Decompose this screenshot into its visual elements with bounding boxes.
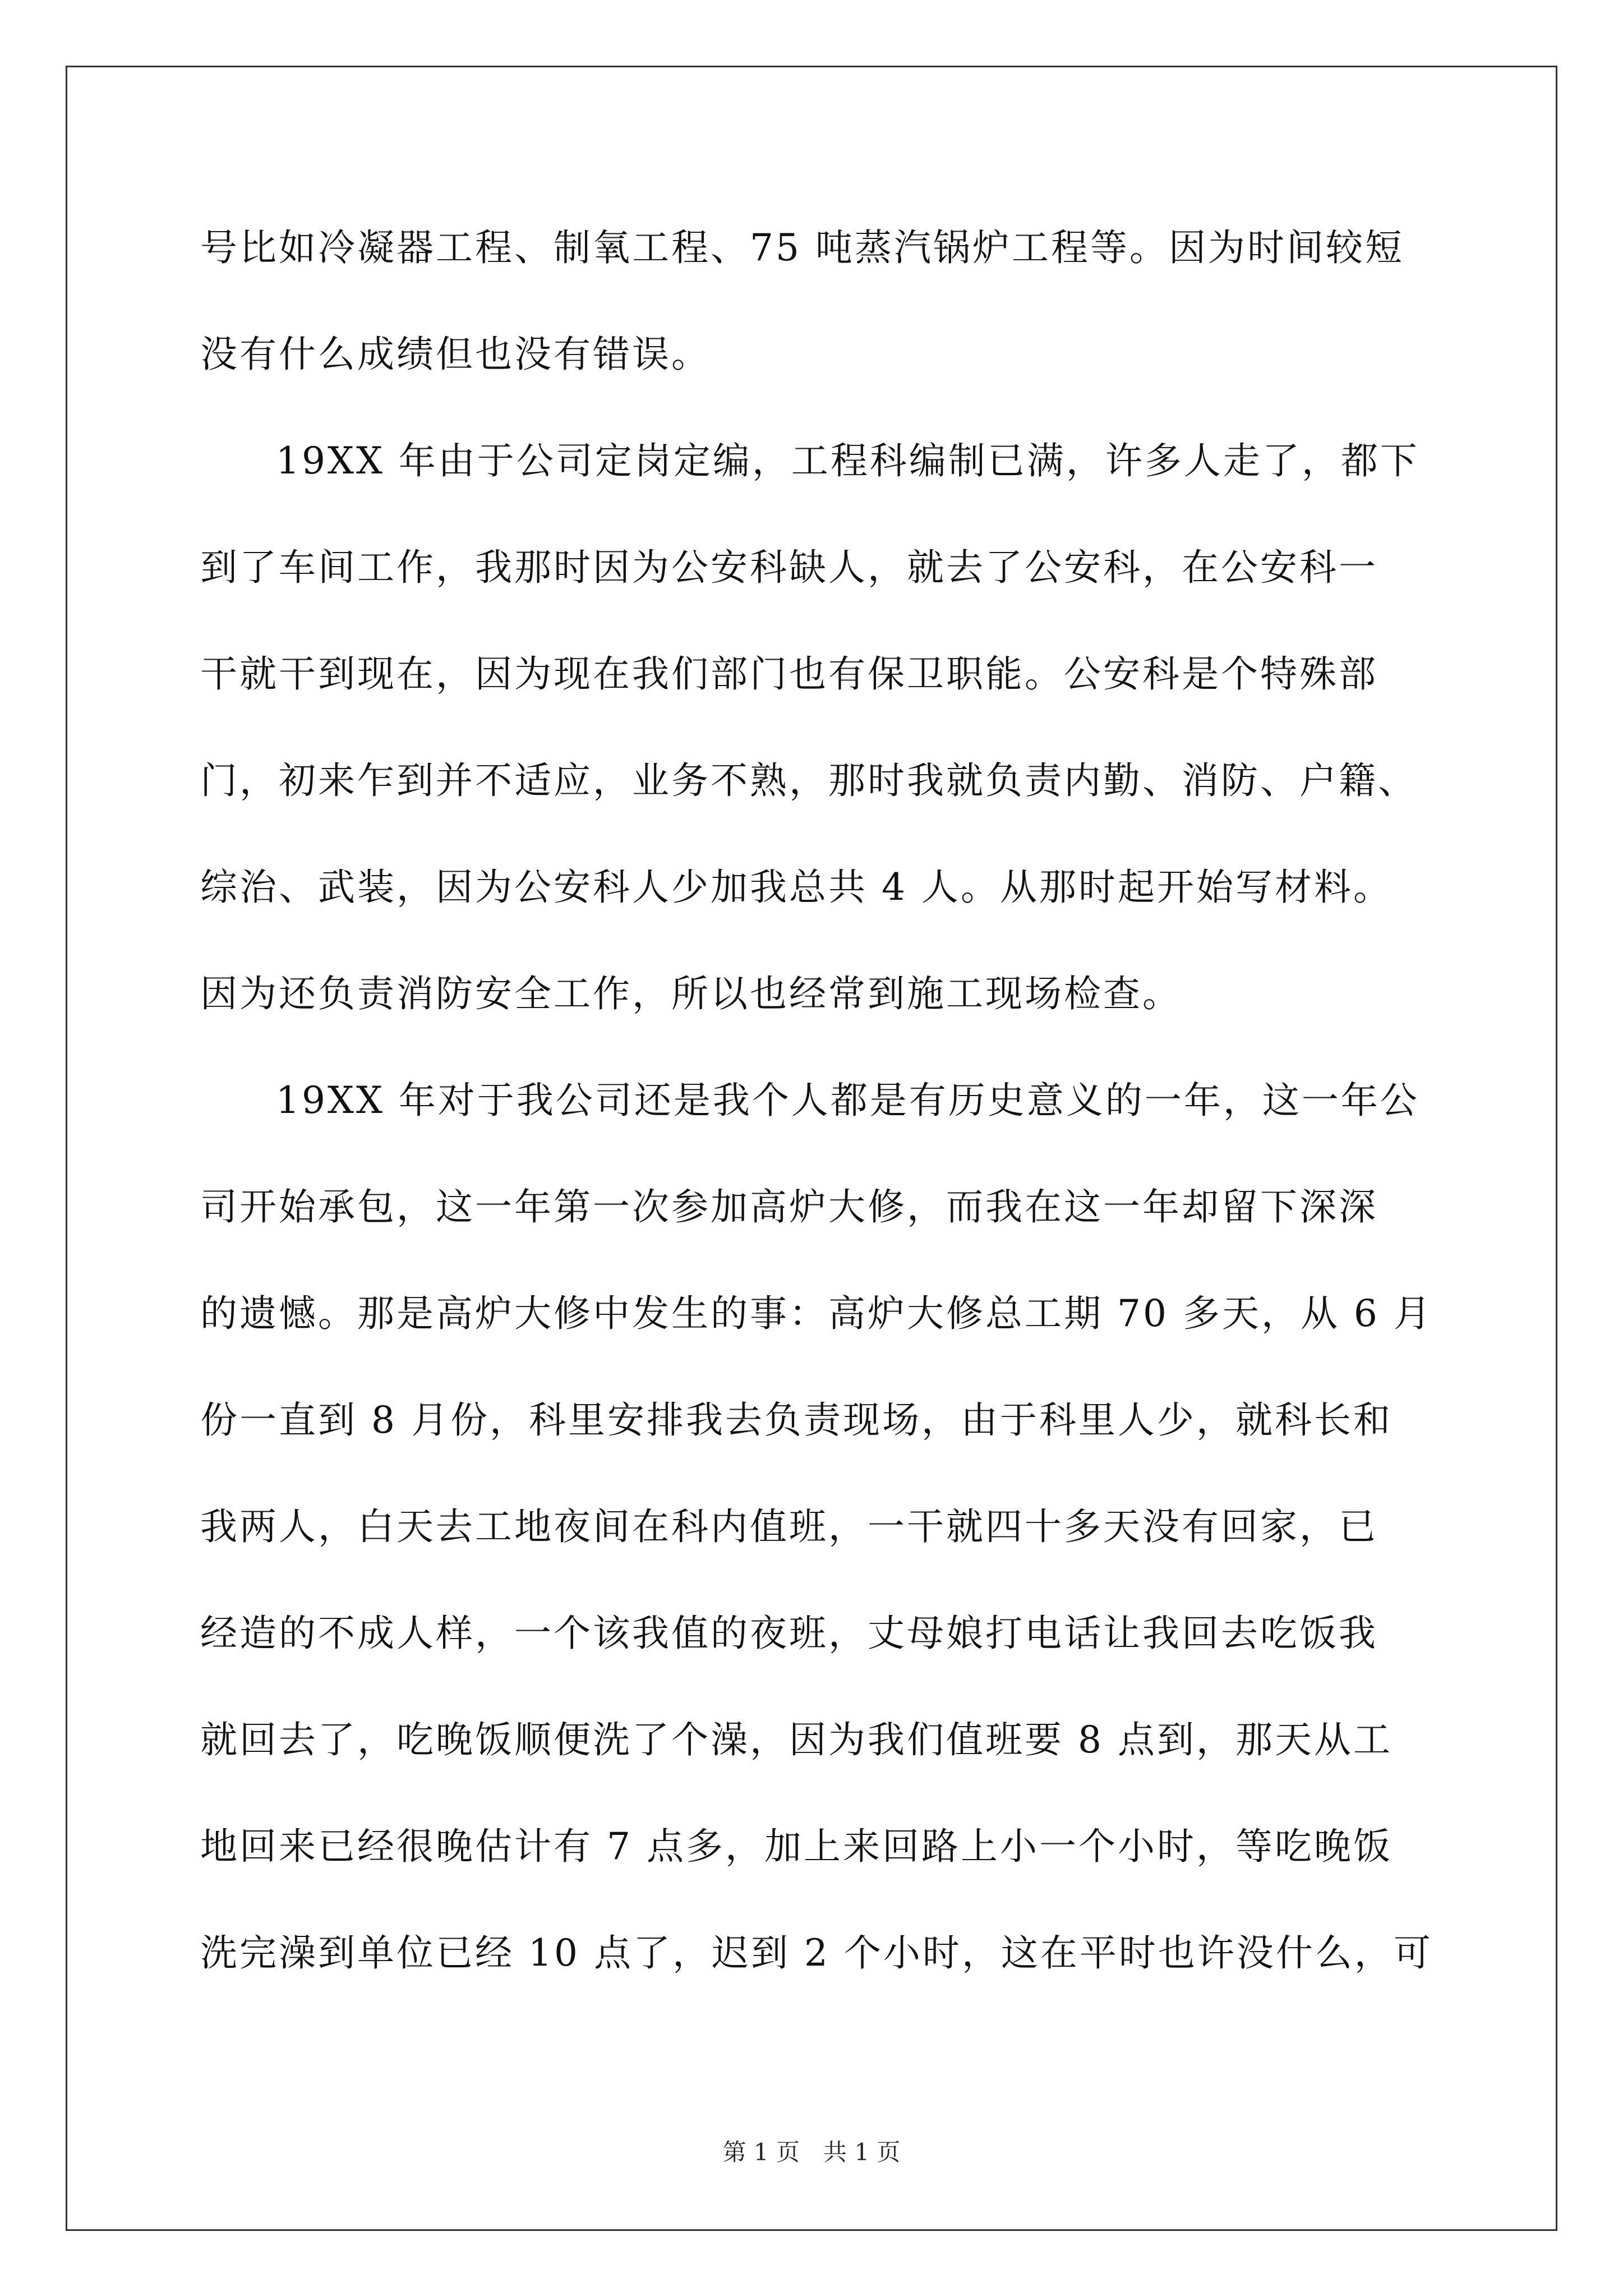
paragraph-start-line: 19XX 年对于我公司还是我个人都是有历史意义的一年，这一年公 xyxy=(276,1079,1419,1122)
page-border xyxy=(66,66,1557,2231)
text-line: 号比如冷凝器工程、制氧工程、75 吨蒸汽锅炉工程等。因为时间较短 xyxy=(200,226,1404,269)
page-footer: 第 1 页 共 1 页 xyxy=(722,2138,901,2166)
text-line: 我两人，白天去工地夜间在科内值班，一干就四十多天没有回家，已 xyxy=(200,1505,1378,1548)
text-line: 的遗憾。那是高炉大修中发生的事：高炉大修总工期 70 多天，从 6 月 xyxy=(200,1292,1433,1335)
text-line: 司开始承包，这一年第一次参加高炉大修，而我在这一年却留下深深 xyxy=(200,1185,1378,1228)
paragraph-start-line: 19XX 年由于公司定岗定编，工程科编制已满，许多人走了，都下 xyxy=(276,439,1419,482)
text-line: 就回去了，吃晚饭顺便洗了个澡，因为我们值班要 8 点到，那天从工 xyxy=(200,1718,1393,1761)
text-line: 没有什么成绩但也没有错误。 xyxy=(200,333,711,376)
text-line: 份一直到 8 月份，科里安排我去负责现场，由于科里人少，就科长和 xyxy=(200,1398,1393,1442)
text-line: 门，初来乍到并不适应，业务不熟，那时我就负责内勤、消防、户籍、 xyxy=(200,759,1417,802)
text-line: 综治、武装，因为公安科人少加我总共 4 人。从那时起开始写材料。 xyxy=(200,866,1393,909)
text-line: 干就干到现在，因为现在我们部门也有保卫职能。公安科是个特殊部 xyxy=(200,652,1378,696)
text-line: 洗完澡到单位已经 10 点了，迟到 2 个小时，这在平时也许没什么，可 xyxy=(200,1931,1433,1975)
text-line: 经造的不成人样，一个该我值的夜班，丈母娘打电话让我回去吃饭我 xyxy=(200,1612,1378,1655)
text-line: 到了车间工作，我那时因为公安科缺人，就去了公安科，在公安科一 xyxy=(200,546,1378,589)
text-line: 地回来已经很晚估计有 7 点多，加上来回路上小一个小时，等吃晚饭 xyxy=(200,1825,1393,1868)
text-line: 因为还负责消防安全工作，所以也经常到施工现场检查。 xyxy=(200,972,1182,1015)
